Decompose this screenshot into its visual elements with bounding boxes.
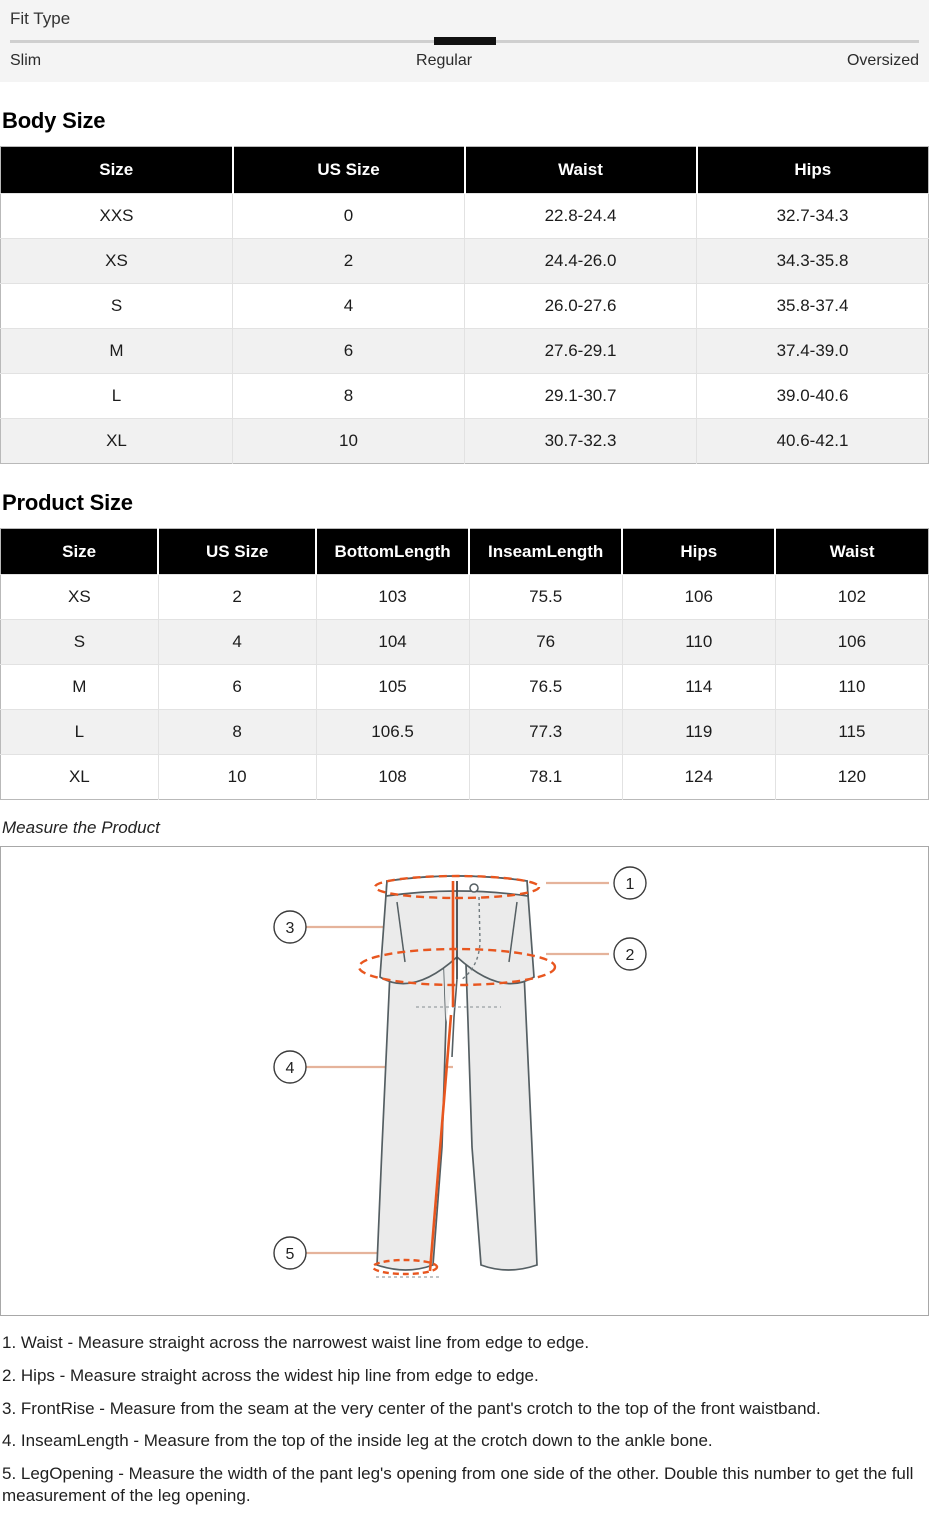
table-header-row bbox=[1, 528, 929, 575]
cell-waist: 30.7-32.3 bbox=[465, 418, 697, 463]
table-row bbox=[1, 665, 929, 710]
cell-us-size: 4 bbox=[233, 283, 465, 328]
cell-inseam-length: 78.1 bbox=[469, 755, 622, 800]
cell-us-size: 2 bbox=[233, 238, 465, 283]
cell-size: XL bbox=[1, 755, 159, 800]
column-header-waist: Waist bbox=[775, 528, 928, 575]
marker-label-4: 4 bbox=[285, 1060, 295, 1078]
cell-inseam-length: 76.5 bbox=[469, 665, 622, 710]
cell-waist: 24.4-26.0 bbox=[465, 238, 697, 283]
cell-waist: 102 bbox=[775, 575, 928, 620]
cell-us-size: 6 bbox=[233, 328, 465, 373]
table-header-row bbox=[1, 147, 929, 194]
cell-inseam-length: 76 bbox=[469, 620, 622, 665]
measurement-diagram bbox=[0, 846, 929, 1316]
cell-size: XL bbox=[1, 418, 233, 463]
table-row bbox=[1, 373, 929, 418]
marker-label-3: 3 bbox=[285, 920, 295, 938]
cell-waist: 22.8-24.4 bbox=[465, 193, 697, 238]
cell-hips: 34.3-35.8 bbox=[697, 238, 929, 283]
body-size-rows bbox=[1, 193, 929, 463]
table-row bbox=[1, 620, 929, 665]
cell-size: XS bbox=[1, 238, 233, 283]
column-header-hips: Hips bbox=[697, 147, 929, 194]
waistband-button-icon bbox=[470, 884, 478, 892]
note-leg-opening: 5. LegOpening - Measure the width of the pant leg's opening from one side of the other. Double this number to get the full measurement of the leg opening. bbox=[2, 1464, 914, 1505]
cell-size: M bbox=[1, 665, 159, 710]
cell-hips: 37.4-39.0 bbox=[697, 328, 929, 373]
cell-us-size: 0 bbox=[233, 193, 465, 238]
measurement-notes bbox=[0, 1332, 929, 1507]
fit-option-regular[interactable]: Regular bbox=[416, 52, 473, 69]
fit-type-slider[interactable] bbox=[10, 36, 919, 46]
fit-type-options bbox=[10, 52, 919, 70]
column-header-waist: Waist bbox=[465, 147, 697, 194]
cell-size: L bbox=[1, 373, 233, 418]
measure-the-product-label: Measure the Product bbox=[2, 818, 160, 838]
product-size-rows bbox=[1, 575, 929, 800]
fit-type-slider-thumb[interactable] bbox=[434, 37, 496, 45]
cell-hips: 106 bbox=[622, 575, 775, 620]
cell-waist: 29.1-30.7 bbox=[465, 373, 697, 418]
cell-waist: 106 bbox=[775, 620, 928, 665]
column-header-size: Size bbox=[1, 147, 233, 194]
marker-label-5: 5 bbox=[285, 1246, 295, 1264]
cell-size: XXS bbox=[1, 193, 233, 238]
product-size-title: Product Size bbox=[2, 489, 133, 515]
cell-us-size: 10 bbox=[233, 418, 465, 463]
cell-size: S bbox=[1, 283, 233, 328]
column-header-us-size: US Size bbox=[158, 528, 316, 575]
cell-hips: 114 bbox=[622, 665, 775, 710]
cell-us-size: 10 bbox=[158, 755, 316, 800]
note-hips: 2. Hips - Measure straight across the widest hip line from edge to edge. bbox=[2, 1365, 539, 1385]
cell-bottom-length: 108 bbox=[316, 755, 469, 800]
column-header-hips: Hips bbox=[622, 528, 775, 575]
marker-label-2: 2 bbox=[625, 947, 635, 965]
marker-label-1: 1 bbox=[625, 876, 635, 894]
table-row bbox=[1, 328, 929, 373]
pants-diagram-svg bbox=[1, 847, 928, 1315]
cell-waist: 110 bbox=[775, 665, 928, 710]
column-header-bottom-length: BottomLength bbox=[316, 528, 469, 575]
cell-hips: 35.8-37.4 bbox=[697, 283, 929, 328]
cell-hips: 124 bbox=[622, 755, 775, 800]
table-row bbox=[1, 755, 929, 800]
fit-option-oversized[interactable]: Oversized bbox=[846, 52, 919, 69]
cell-hips: 119 bbox=[622, 710, 775, 755]
body-size-title: Body Size bbox=[2, 108, 106, 133]
fit-type-label: Fit Type bbox=[10, 9, 71, 28]
note-front-rise: 3. FrontRise - Measure from the seam at the very center of the pant's crotch to the top of the front waistband. bbox=[2, 1398, 821, 1418]
cell-bottom-length: 105 bbox=[316, 665, 469, 710]
cell-size: S bbox=[1, 620, 159, 665]
cell-us-size: 8 bbox=[233, 373, 465, 418]
cell-bottom-length: 103 bbox=[316, 575, 469, 620]
cell-bottom-length: 104 bbox=[316, 620, 469, 665]
cell-hips: 110 bbox=[622, 620, 775, 665]
body-size-table bbox=[0, 146, 929, 464]
cell-us-size: 4 bbox=[158, 620, 316, 665]
note-waist: 1. Waist - Measure straight across the narrowest waist line from edge to edge. bbox=[2, 1333, 590, 1353]
column-header-size: Size bbox=[1, 528, 159, 575]
column-header-us-size: US Size bbox=[233, 147, 465, 194]
cell-waist: 115 bbox=[775, 710, 928, 755]
table-row bbox=[1, 238, 929, 283]
cell-waist: 27.6-29.1 bbox=[465, 328, 697, 373]
table-row bbox=[1, 193, 929, 238]
cell-hips: 40.6-42.1 bbox=[697, 418, 929, 463]
cell-us-size: 6 bbox=[158, 665, 316, 710]
cell-inseam-length: 77.3 bbox=[469, 710, 622, 755]
cell-size: M bbox=[1, 328, 233, 373]
table-row bbox=[1, 418, 929, 463]
fit-option-slim[interactable]: Slim bbox=[10, 52, 42, 69]
cell-hips: 32.7-34.3 bbox=[697, 193, 929, 238]
table-row bbox=[1, 575, 929, 620]
cell-us-size: 8 bbox=[158, 710, 316, 755]
table-row bbox=[1, 283, 929, 328]
note-inseam-length: 4. InseamLength - Measure from the top of the inside leg at the crotch down to the ankle bone. bbox=[2, 1431, 713, 1451]
cell-hips: 39.0-40.6 bbox=[697, 373, 929, 418]
cell-waist: 26.0-27.6 bbox=[465, 283, 697, 328]
cell-bottom-length: 106.5 bbox=[316, 710, 469, 755]
product-size-table bbox=[0, 528, 929, 801]
table-row bbox=[1, 710, 929, 755]
cell-size: XS bbox=[1, 575, 159, 620]
fit-type-section bbox=[0, 0, 929, 82]
cell-inseam-length: 75.5 bbox=[469, 575, 622, 620]
cell-us-size: 2 bbox=[158, 575, 316, 620]
column-header-inseam-length: InseamLength bbox=[469, 528, 622, 575]
cell-waist: 120 bbox=[775, 755, 928, 800]
cell-size: L bbox=[1, 710, 159, 755]
